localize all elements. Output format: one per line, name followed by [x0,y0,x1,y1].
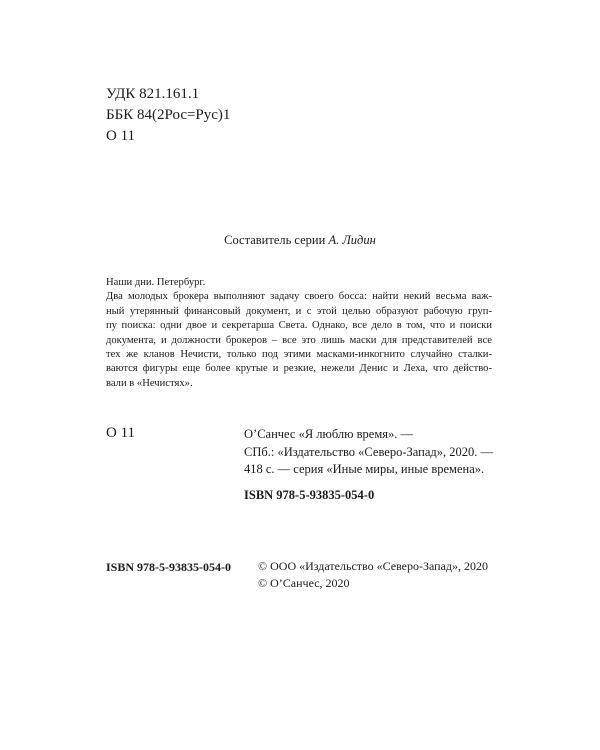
bib-line: О’Санчес «Я люблю время». — [244,427,413,441]
annotation-line: Наши дни. Петербург. [106,277,206,288]
annotation-line: тех же кланов Нечисти, только под этими масками-инкогнито случайно сталки- [106,349,492,361]
copyright-line: © О’Санчес, 2020 [258,576,350,590]
copyright-block [258,558,488,592]
series-compiler [0,232,600,248]
annotation-line: пу поиска: одни двое и секретарша Света. Однако, все дело в том, что и поиски [106,320,492,332]
classification-block [106,84,230,147]
annotation-line: Два молодых брокера выполняют задачу своего босса: найти некий весьма важ- [106,291,492,303]
annotation-line: ный утерянный финансовый документ, и с этой целью образуют рабочую груп- [106,305,492,317]
series-compiler-label: Составитель серии [224,233,326,247]
series-compiler-name: А. Лидин [328,233,376,247]
udk-code: УДК 821.161.1 [106,86,200,102]
annotation-line: вали в «Нечистях». [106,377,193,389]
bibliographic-description [244,426,493,479]
bib-line: 418 с. — серия «Иные миры, иные времена». [244,462,485,476]
bbk-code: ББК 84(2Рос=Рус)1 [106,107,231,123]
annotation-line: ваются фигуры еще более крутые и резкие, нежели Денис и Леха, что действо- [106,363,492,375]
author-mark-bib: О 11 [106,425,136,441]
bib-line: СПб.: «Издательство «Северо-Запад», 2020. — [244,444,493,459]
copyright-line: © ООО «Издательство «Северо-Запад», 2020 [258,559,489,573]
isbn-footer: ISBN 978-5-93835-054-0 [106,560,231,574]
author-mark-top: О 11 [106,128,136,144]
annotation [106,276,492,391]
annotation-line: документа, и должности брокеров – все это лишь маски для представителей все [106,334,492,346]
isbn-bib: ISBN 978-5-93835-054-0 [244,488,375,502]
